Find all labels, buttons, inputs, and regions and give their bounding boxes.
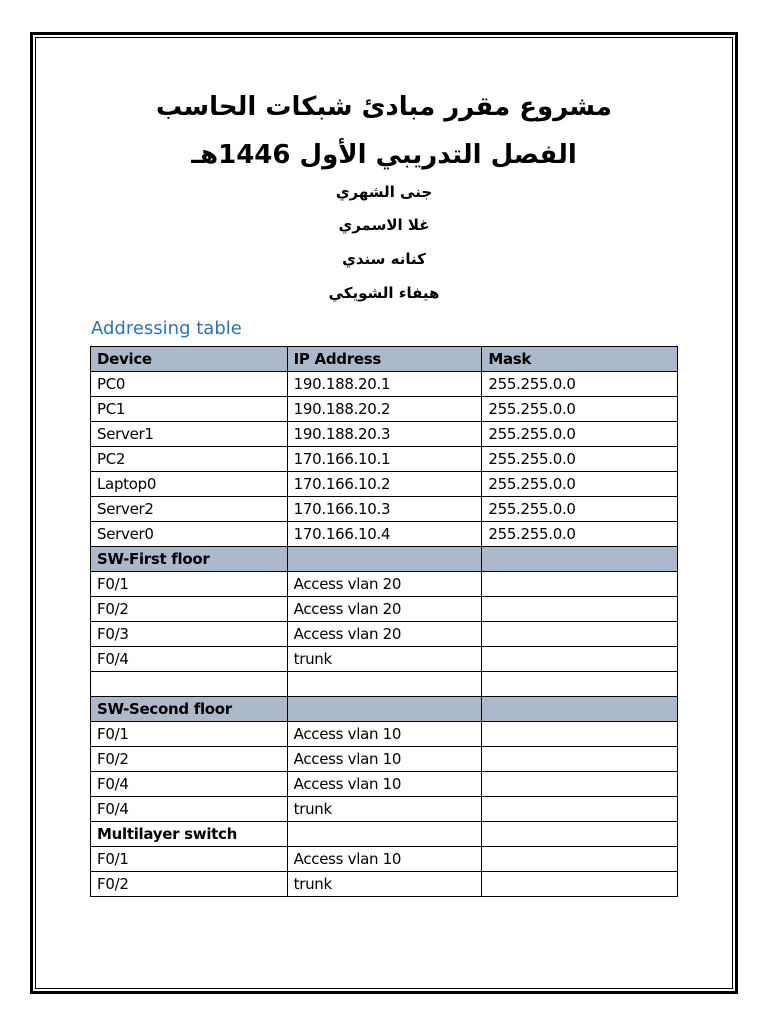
section-label: SW-Second floor bbox=[91, 697, 288, 722]
table-row bbox=[91, 472, 678, 497]
mode-cell: Access vlan 20 bbox=[287, 597, 482, 622]
addressing-table bbox=[90, 346, 678, 897]
student-name: كنانه سندي bbox=[342, 250, 426, 268]
document-subtitle: الفصل التدريبي الأول 1446هـ bbox=[191, 140, 577, 170]
section-header-sw-first-floor bbox=[91, 547, 678, 572]
port-cell: F0/4 bbox=[91, 772, 288, 797]
empty-cell bbox=[482, 572, 678, 597]
port-cell: F0/1 bbox=[91, 572, 288, 597]
section-label: Multilayer switch bbox=[91, 822, 288, 847]
mode-cell: trunk bbox=[287, 797, 482, 822]
empty-cell bbox=[482, 822, 678, 847]
device-cell: PC1 bbox=[91, 397, 288, 422]
device-cell: PC2 bbox=[91, 447, 288, 472]
empty-cell bbox=[482, 847, 678, 872]
empty-cell bbox=[482, 547, 678, 572]
table-header-row bbox=[91, 347, 678, 372]
port-cell: F0/4 bbox=[91, 647, 288, 672]
ip-cell: 190.188.20.1 bbox=[287, 372, 482, 397]
table-row bbox=[91, 572, 678, 597]
ip-cell: 170.166.10.4 bbox=[287, 522, 482, 547]
port-cell: F0/3 bbox=[91, 622, 288, 647]
mask-cell: 255.255.0.0 bbox=[482, 522, 678, 547]
mode-cell: Access vlan 10 bbox=[287, 847, 482, 872]
port-cell: F0/1 bbox=[91, 847, 288, 872]
ip-cell: 190.188.20.2 bbox=[287, 397, 482, 422]
table-row bbox=[91, 497, 678, 522]
mask-cell: 255.255.0.0 bbox=[482, 372, 678, 397]
table-row bbox=[91, 422, 678, 447]
mask-cell: 255.255.0.0 bbox=[482, 497, 678, 522]
empty-cell bbox=[482, 647, 678, 672]
section-label: SW-First floor bbox=[91, 547, 288, 572]
empty-cell bbox=[482, 597, 678, 622]
mask-cell: 255.255.0.0 bbox=[482, 422, 678, 447]
table-row bbox=[91, 747, 678, 772]
table-row bbox=[91, 722, 678, 747]
mask-cell: 255.255.0.0 bbox=[482, 397, 678, 422]
table-row bbox=[91, 372, 678, 397]
ip-cell: 190.188.20.3 bbox=[287, 422, 482, 447]
empty-cell bbox=[482, 672, 678, 697]
section-header-multilayer-switch bbox=[91, 822, 678, 847]
ip-cell: 170.166.10.2 bbox=[287, 472, 482, 497]
empty-cell bbox=[287, 697, 482, 722]
empty-cell bbox=[482, 622, 678, 647]
mode-cell: Access vlan 10 bbox=[287, 747, 482, 772]
student-name: هيفاء الشويكي bbox=[328, 284, 440, 302]
table-row-empty bbox=[91, 672, 678, 697]
empty-cell bbox=[482, 697, 678, 722]
port-cell: F0/2 bbox=[91, 747, 288, 772]
empty-cell bbox=[482, 722, 678, 747]
empty-cell bbox=[482, 772, 678, 797]
mask-cell: 255.255.0.0 bbox=[482, 472, 678, 497]
device-cell: Server1 bbox=[91, 422, 288, 447]
empty-cell bbox=[482, 797, 678, 822]
device-cell: Server2 bbox=[91, 497, 288, 522]
empty-cell bbox=[287, 822, 482, 847]
table-row bbox=[91, 847, 678, 872]
empty-cell bbox=[91, 672, 288, 697]
mode-cell: Access vlan 20 bbox=[287, 572, 482, 597]
device-cell: Laptop0 bbox=[91, 472, 288, 497]
student-name: جنى الشهري bbox=[335, 183, 433, 201]
empty-cell bbox=[482, 872, 678, 897]
table-row bbox=[91, 797, 678, 822]
mode-cell: trunk bbox=[287, 647, 482, 672]
column-header-mask: Mask bbox=[482, 347, 678, 372]
mode-cell: Access vlan 10 bbox=[287, 772, 482, 797]
section-header-sw-second-floor bbox=[91, 697, 678, 722]
mode-cell: trunk bbox=[287, 872, 482, 897]
mode-cell: Access vlan 10 bbox=[287, 722, 482, 747]
student-name: غلا الاسمري bbox=[338, 216, 430, 234]
empty-cell bbox=[287, 672, 482, 697]
table-caption: Addressing table bbox=[91, 318, 242, 339]
table-row bbox=[91, 597, 678, 622]
table-row bbox=[91, 622, 678, 647]
mask-cell: 255.255.0.0 bbox=[482, 447, 678, 472]
port-cell: F0/4 bbox=[91, 797, 288, 822]
document-title: مشروع مقرر مبادئ شبكات الحاسب bbox=[156, 92, 612, 122]
mode-cell: Access vlan 20 bbox=[287, 622, 482, 647]
column-header-ip: IP Address bbox=[287, 347, 482, 372]
table-row bbox=[91, 772, 678, 797]
port-cell: F0/2 bbox=[91, 597, 288, 622]
table-row bbox=[91, 872, 678, 897]
table-row bbox=[91, 447, 678, 472]
table-row bbox=[91, 522, 678, 547]
device-cell: PC0 bbox=[91, 372, 288, 397]
column-header-device: Device bbox=[91, 347, 288, 372]
empty-cell bbox=[482, 747, 678, 772]
ip-cell: 170.166.10.1 bbox=[287, 447, 482, 472]
port-cell: F0/1 bbox=[91, 722, 288, 747]
empty-cell bbox=[287, 547, 482, 572]
table-row bbox=[91, 397, 678, 422]
table-row bbox=[91, 647, 678, 672]
device-cell: Server0 bbox=[91, 522, 288, 547]
port-cell: F0/2 bbox=[91, 872, 288, 897]
ip-cell: 170.166.10.3 bbox=[287, 497, 482, 522]
